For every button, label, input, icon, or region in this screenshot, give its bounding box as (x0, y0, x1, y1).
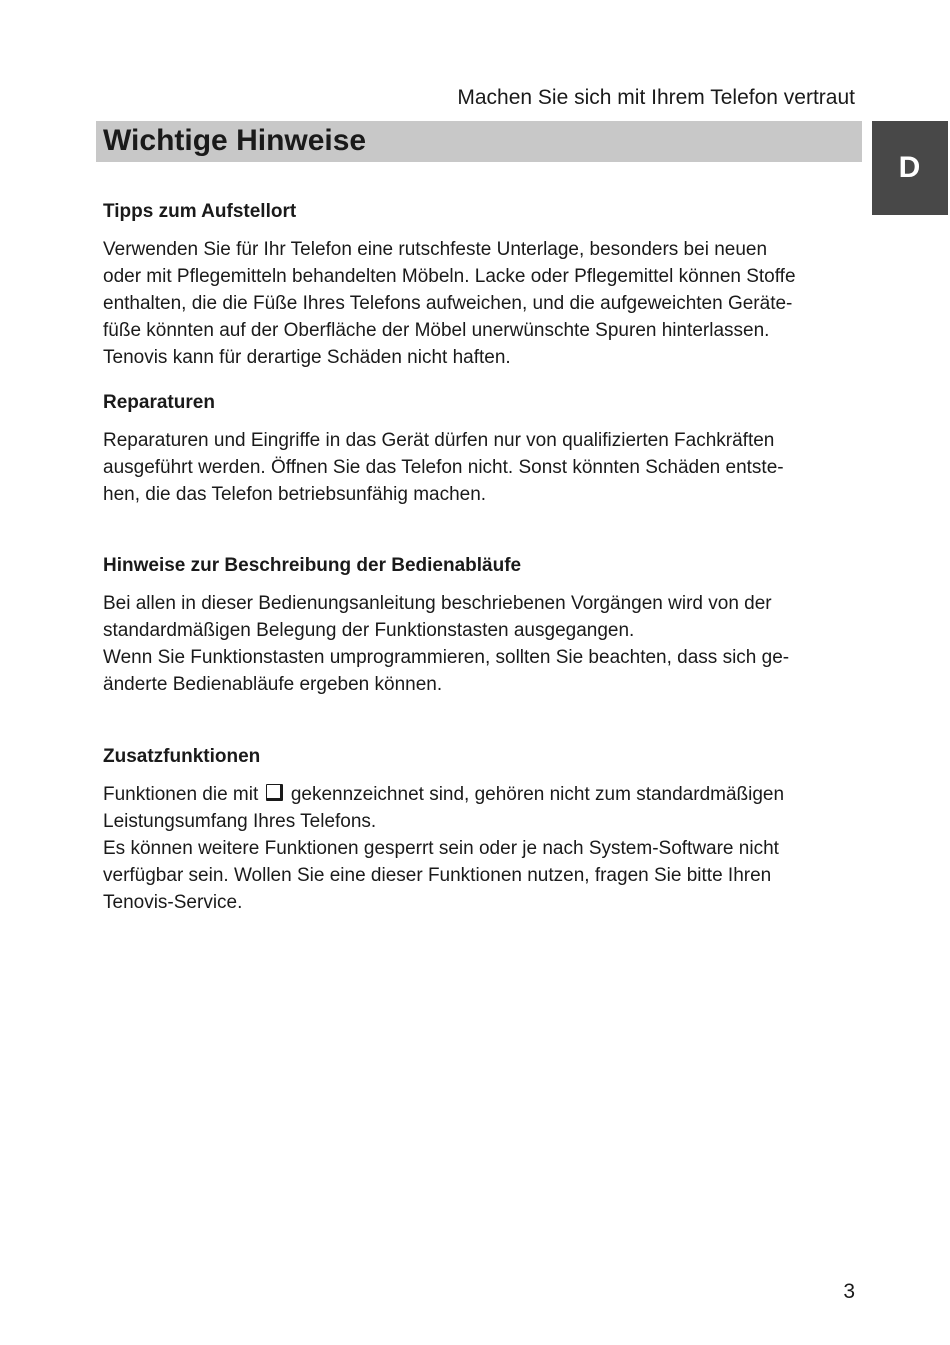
language-tab: D (872, 121, 948, 215)
text-fragment: Funktionen die mit (103, 784, 259, 805)
text-line: ausgeführt werden. Öffnen Sie das Telefon nicht. Sonst könnten Schäden entste- (103, 457, 784, 478)
section-paragraph (103, 236, 863, 371)
page-title: Wichtige Hinweise (103, 124, 367, 157)
text-line: änderte Bedienabläufe ergeben können. (103, 674, 443, 695)
text-line: Leistungsumfang Ihres Telefons. (103, 811, 377, 832)
text-line (103, 781, 863, 808)
text-line: füße könnten auf der Oberfläche der Möbel unerwünschte Spuren hinterlassen. (103, 320, 770, 341)
section-paragraph (103, 427, 863, 508)
section-paragraph (103, 781, 863, 916)
section-zusatzfunktionen (103, 745, 863, 916)
title-bar (96, 121, 862, 162)
text-fragment: gekennzeichnet sind, gehören nicht zum standardmäßigen (290, 784, 785, 805)
addon-function-box-icon (266, 784, 283, 801)
text-line: Es können weitere Funktionen gesperrt sein oder je nach System-Software nicht (103, 838, 779, 859)
text-line: Reparaturen und Eingriffe in das Gerät dürfen nur von qualifizierten Fachkräften (103, 430, 775, 451)
text-line: verfügbar sein. Wollen Sie eine dieser Funktionen nutzen, fragen Sie bitte Ihren (103, 865, 772, 886)
text-line: standardmäßigen Belegung der Funktionstasten ausgegangen. (103, 620, 635, 641)
section-paragraph (103, 590, 863, 698)
section-aufstellort (103, 200, 863, 371)
section-heading: Hinweise zur Beschreibung der Bedienabläufe (103, 555, 522, 576)
text-line: enthalten, die die Füße Ihres Telefons aufweichen, und die aufgeweichten Geräte- (103, 293, 793, 314)
section-bedienablaeufe (103, 554, 863, 698)
text-line: Verwenden Sie für Ihr Telefon eine rutschfeste Unterlage, besonders bei neuen (103, 239, 768, 260)
text-line: Tenovis-Service. (103, 892, 243, 913)
text-line: Bei allen in dieser Bedienungsanleitung beschriebenen Vorgängen wird von der (103, 593, 772, 614)
running-header: Machen Sie sich mit Ihrem Telefon vertraut (457, 86, 855, 109)
text-line: oder mit Pflegemitteln behandelten Möbeln. Lacke oder Pflegemittel können Stoffe (103, 266, 796, 287)
section-heading: Zusatzfunktionen (103, 746, 261, 767)
page-number: 3 (843, 1280, 855, 1303)
text-line: Wenn Sie Funktionstasten umprogrammieren, sollten Sie beachten, dass sich ge- (103, 647, 790, 668)
text-line: hen, die das Telefon betriebsunfähig machen. (103, 484, 487, 505)
text-line: Tenovis kann für derartige Schäden nicht haften. (103, 347, 511, 368)
section-heading: Tipps zum Aufstellort (103, 201, 297, 222)
section-heading: Reparaturen (103, 392, 215, 413)
section-reparaturen (103, 391, 863, 508)
